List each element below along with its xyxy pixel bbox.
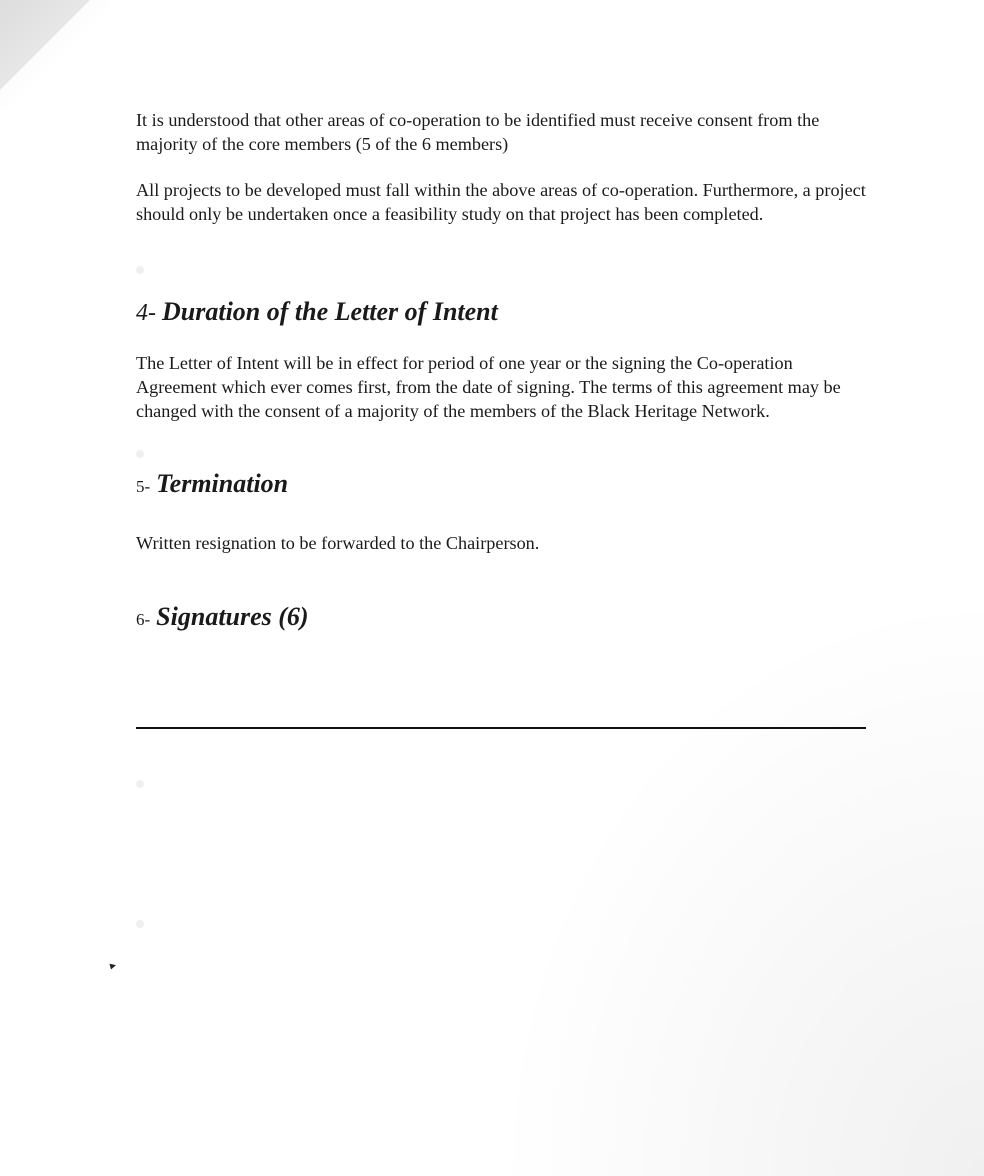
bleed-through-area [136, 230, 896, 1110]
bleed-through-mark [136, 780, 144, 788]
page-corner-shadow [0, 0, 110, 110]
paragraph-termination: Written resignation to be forwarded to the Chairperson. [136, 533, 540, 553]
section-number: 6- [136, 610, 151, 629]
paragraph-duration: The Letter of Intent will be in effect for period of one year or the signing the Co-operation Agreement which ever comes first, from the date of signing. The terms of this agreement may be changed with the consent of a majority of the members of the Black Heritage Network. [136, 353, 841, 422]
bleed-through-mark [136, 920, 144, 928]
section-number: 4- [136, 300, 156, 326]
bleed-through-mark [136, 266, 144, 274]
paragraph-projects: All projects to be developed must fall within the above areas of co-operation. Furthermore, a project should only be undertaken once a feasibility study on that project has been completed. [136, 180, 866, 225]
section-title: Termination [156, 469, 289, 498]
bleed-through-mark [136, 450, 144, 458]
margin-mark: ▸ [108, 957, 118, 973]
section-number: 5- [136, 477, 151, 496]
section-title: Signatures (6) [156, 602, 309, 631]
section-title: Duration of the Letter of Intent [162, 297, 498, 326]
paragraph-cooperation-consent: It is understood that other areas of co-operation to be identified must receive consent from the majority of the core members (5 of the 6 members) [136, 110, 820, 155]
